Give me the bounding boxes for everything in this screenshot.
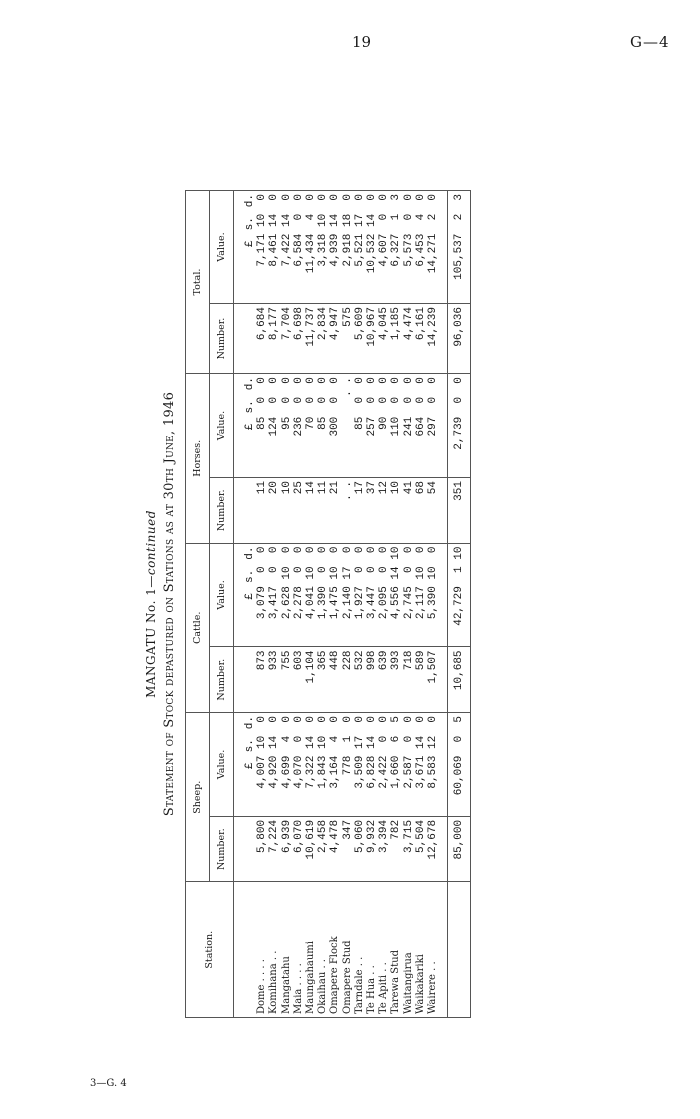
- unit-label: £: [244, 240, 256, 248]
- total-horses-n: 351: [448, 478, 471, 544]
- cell-total-v: 4,939 14 0: [329, 191, 341, 304]
- cell-sheep-v: 3,509 17 0: [354, 712, 366, 816]
- total-sheep-v: 60,069 0 5: [448, 712, 471, 816]
- cell-cattle-v: 2,140 17 0: [342, 543, 354, 647]
- unit-label: d.: [244, 715, 256, 730]
- cell-cattle-v: 3,417 0 0: [268, 543, 280, 647]
- cell-horses-v: 85 0 0: [354, 374, 366, 478]
- cell-total-n: 10,967: [366, 304, 378, 374]
- table-row: [366, 191, 378, 1018]
- cell-total-v: 2,918 18 0: [342, 191, 354, 304]
- cell-cattle-v: 1,927 0 0: [354, 543, 366, 647]
- cell-total-v: 11,434 4 0: [305, 191, 317, 304]
- table-row: [256, 191, 268, 1018]
- cell-sheep-v: 1,660 6 5: [390, 712, 402, 816]
- cell-total-v: 5,521 17 0: [354, 191, 366, 304]
- cell-cattle-n: 603: [293, 647, 305, 713]
- station-name: Komihana . .: [268, 882, 280, 1018]
- cell-total-n: 6,161: [415, 304, 427, 374]
- cell-horses-v: . .: [342, 374, 354, 478]
- page-number: 19: [352, 33, 372, 51]
- header-station: Station.: [186, 882, 234, 1018]
- cell-cattle-n: 873: [256, 647, 268, 713]
- cell-sheep-n: 5,800: [256, 816, 268, 882]
- cell-total-v: 8,461 14 0: [268, 191, 280, 304]
- cell-sheep-n: 6,939: [281, 816, 293, 882]
- cell-sheep-n: 5,060: [354, 816, 366, 882]
- total-cattle-n: 10,685: [448, 647, 471, 713]
- cell-cattle-v: 4,041 10 0: [305, 543, 317, 647]
- cell-horses-n: 68: [415, 478, 427, 544]
- subheader-value: Value.: [210, 543, 234, 647]
- cell-cattle-v: 3,079 0 0: [256, 543, 268, 647]
- subheader-value: Value.: [210, 712, 234, 816]
- cell-horses-v: 257 0 0: [366, 374, 378, 478]
- cell-horses-n: 41: [403, 478, 415, 544]
- cell-sheep-v: 2,422 0 0: [378, 712, 390, 816]
- cell-cattle-n: 998: [366, 647, 378, 713]
- cell-horses-n: 25: [293, 478, 305, 544]
- rotated-table-block: [144, 190, 564, 1018]
- cell-horses-v: 297 0 0: [427, 374, 439, 478]
- cell-cattle-n: 639: [378, 647, 390, 713]
- subheader-value: Value.: [210, 374, 234, 478]
- cell-sheep-n: 782: [390, 816, 402, 882]
- cell-sheep-n: 3,394: [378, 816, 390, 882]
- unit-label: d.: [244, 377, 256, 391]
- unit-label: d.: [244, 194, 256, 208]
- cell-horses-n: 10: [281, 478, 293, 544]
- cell-total-v: 14,271 2 0: [427, 191, 439, 304]
- cell-total-v: 10,532 14 0: [366, 191, 378, 304]
- table-row: [403, 191, 415, 1018]
- table-row: [354, 191, 366, 1018]
- cell-cattle-n: 718: [403, 647, 415, 713]
- unit-label: s.: [244, 569, 256, 583]
- unit-label: £: [244, 592, 256, 600]
- station-name: Dome . . . .: [256, 882, 268, 1018]
- cell-cattle-n: 755: [281, 647, 293, 713]
- cell-total-n: 5,609: [354, 304, 366, 374]
- cell-sheep-n: 5,504: [415, 816, 427, 882]
- total-total-v: 105,537 2 3: [448, 191, 471, 304]
- cell-horses-n: 37: [366, 478, 378, 544]
- cell-cattle-n: 228: [342, 647, 354, 713]
- cell-sheep-n: 3,715: [403, 816, 415, 882]
- header-cattle: Cattle.: [186, 543, 210, 712]
- total-cattle-v: 42,729 1 10: [448, 543, 471, 647]
- subheader-number: Number.: [210, 304, 234, 374]
- cell-cattle-n: 393: [390, 647, 402, 713]
- title-continued: continued: [144, 510, 158, 576]
- station-name: Maia . . . .: [293, 882, 305, 1018]
- cell-horses-n: 10: [390, 478, 402, 544]
- cell-horses-n: 54: [427, 478, 439, 544]
- cell-horses-n: 21: [329, 478, 341, 544]
- total-total-n: 96,036: [448, 304, 471, 374]
- station-name: Tarndale . .: [354, 882, 366, 1018]
- station-name: Mangatahu: [281, 882, 293, 1018]
- cell-sheep-n: 347: [342, 816, 354, 882]
- table-row: [317, 191, 329, 1018]
- cell-total-v: 4,607 0 0: [378, 191, 390, 304]
- title-line-1: [144, 190, 158, 1018]
- cell-cattle-n: 448: [329, 647, 341, 713]
- cell-cattle-n: 1,507: [427, 647, 439, 713]
- cell-sheep-v: 778 1 0: [342, 712, 354, 816]
- cell-total-n: 14,239: [427, 304, 439, 374]
- cell-horses-v: 110 0 0: [390, 374, 402, 478]
- cell-total-n: 6,698: [293, 304, 305, 374]
- cell-total-v: 3,318 10 0: [317, 191, 329, 304]
- station-name: Waitangirua: [403, 882, 415, 1018]
- table-row: [305, 191, 317, 1018]
- cell-total-n: 11,737: [305, 304, 317, 374]
- cell-cattle-n: 365: [317, 647, 329, 713]
- cell-cattle-v: 5,390 10 0: [427, 543, 439, 647]
- cell-cattle-v: 4,556 14 10: [390, 543, 402, 647]
- station-name: Omapere Stud: [342, 882, 354, 1018]
- header-sheep: Sheep.: [186, 712, 210, 881]
- cell-horses-n: 17: [354, 478, 366, 544]
- cell-sheep-n: 4,478: [329, 816, 341, 882]
- cell-total-v: 7,422 14 0: [281, 191, 293, 304]
- cell-horses-n: 14: [305, 478, 317, 544]
- table-row: [378, 191, 390, 1018]
- table-row: [342, 191, 354, 1018]
- cell-horses-n: 20: [268, 478, 280, 544]
- station-name: Tarewa Stud: [390, 882, 402, 1018]
- header-total: Total.: [186, 191, 210, 374]
- cell-sheep-v: 7,322 14 0: [305, 712, 317, 816]
- station-name: Wairere . .: [427, 882, 439, 1018]
- table-row: [390, 191, 402, 1018]
- cell-cattle-v: 2,278 0 0: [293, 543, 305, 647]
- header-horses: Horses.: [186, 374, 210, 543]
- unit-label: d.: [244, 546, 256, 560]
- table-row: [329, 191, 341, 1018]
- page-code: G—4: [630, 33, 670, 51]
- footer-code: 3—G. 4: [90, 1078, 127, 1089]
- cell-cattle-v: 2,095 0 0: [378, 543, 390, 647]
- cell-horses-v: 85 0 0: [256, 374, 268, 478]
- cell-sheep-n: 10,619: [305, 816, 317, 882]
- cell-horses-v: 95 0 0: [281, 374, 293, 478]
- cell-sheep-v: 4,699 4 0: [281, 712, 293, 816]
- totals-row: [448, 191, 471, 1018]
- subheader-number: Number.: [210, 647, 234, 713]
- cell-cattle-v: 1,475 10 0: [329, 543, 341, 647]
- table-row: [281, 191, 293, 1018]
- stock-table: [185, 190, 471, 1018]
- cell-cattle-n: 1,104: [305, 647, 317, 713]
- cell-sheep-n: 9,932: [366, 816, 378, 882]
- table-row: [427, 191, 439, 1018]
- cell-horses-v: 124 0 0: [268, 374, 280, 478]
- cell-horses-n: . .: [342, 478, 354, 544]
- cell-sheep-v: 2,587 0 0: [403, 712, 415, 816]
- cell-sheep-n: 7,224: [268, 816, 280, 882]
- station-name: Waikakariki: [415, 882, 427, 1018]
- cell-total-v: 6,584 0 0: [293, 191, 305, 304]
- cell-cattle-v: 2,117 10 0: [415, 543, 427, 647]
- cell-cattle-v: 3,447 0 0: [366, 543, 378, 647]
- cell-total-n: 575: [342, 304, 354, 374]
- table-row: [415, 191, 427, 1018]
- title-main: MANGATU No. 1—: [144, 575, 158, 698]
- subheader-number: Number.: [210, 816, 234, 882]
- cell-sheep-v: 3,671 14 0: [415, 712, 427, 816]
- cell-horses-v: 664 0 0: [415, 374, 427, 478]
- cell-sheep-v: 8,583 12 0: [427, 712, 439, 816]
- cell-sheep-v: 4,007 10 0: [256, 712, 268, 816]
- cell-horses-v: 236 0 0: [293, 374, 305, 478]
- cell-horses-v: 241 0 0: [403, 374, 415, 478]
- table-row: [268, 191, 280, 1018]
- cell-sheep-v: 4,070 0 0: [293, 712, 305, 816]
- cell-cattle-n: 933: [268, 647, 280, 713]
- cell-cattle-v: 1,390 0 0: [317, 543, 329, 647]
- cell-sheep-n: 6,070: [293, 816, 305, 882]
- cell-sheep-n: 12,678: [427, 816, 439, 882]
- cell-horses-n: 11: [256, 478, 268, 544]
- cell-total-n: 4,947: [329, 304, 341, 374]
- station-name: Omapere Flock: [329, 882, 341, 1018]
- title-line-2: Statement of Stock depastured on Stations as at 30th June, 1946: [162, 391, 177, 817]
- cell-sheep-v: 3,164 4 0: [329, 712, 341, 816]
- cell-horses-v: 70 0 0: [305, 374, 317, 478]
- cell-cattle-v: 2,745 0 0: [403, 543, 415, 647]
- cell-cattle-n: 589: [415, 647, 427, 713]
- cell-horses-v: 90 0 0: [378, 374, 390, 478]
- cell-cattle-n: 532: [354, 647, 366, 713]
- cell-sheep-v: 4,920 14 0: [268, 712, 280, 816]
- unit-label: s.: [244, 217, 256, 231]
- cell-total-n: 7,704: [281, 304, 293, 374]
- unit-label: s.: [244, 739, 256, 753]
- subheader-value: Value.: [210, 191, 234, 304]
- unit-label: £: [244, 762, 256, 769]
- cell-total-v: 6,453 4 0: [415, 191, 427, 304]
- cell-total-n: 6,684: [256, 304, 268, 374]
- cell-total-n: 1,185: [390, 304, 402, 374]
- cell-total-n: 8,177: [268, 304, 280, 374]
- cell-total-n: 4,474: [403, 304, 415, 374]
- cell-sheep-v: 1,843 10 0: [317, 712, 329, 816]
- subheader-number: Number.: [210, 478, 234, 544]
- cell-cattle-v: 2,628 10 0: [281, 543, 293, 647]
- total-sheep-n: 85,000: [448, 816, 471, 882]
- cell-total-n: 4,045: [378, 304, 390, 374]
- unit-label: s.: [244, 400, 256, 414]
- cell-horses-n: 11: [317, 478, 329, 544]
- cell-horses-n: 12: [378, 478, 390, 544]
- cell-sheep-v: 6,828 14 0: [366, 712, 378, 816]
- station-name: Te Apiti . .: [378, 882, 390, 1018]
- unit-label: £: [244, 423, 256, 431]
- total-horses-v: 2,739 0 0: [448, 374, 471, 478]
- cell-horses-v: 300 0 0: [329, 374, 341, 478]
- cell-total-n: 2,834: [317, 304, 329, 374]
- cell-horses-v: 85 0 0: [317, 374, 329, 478]
- cell-total-v: 6,327 1 3: [390, 191, 402, 304]
- cell-total-v: 7,171 10 0: [256, 191, 268, 304]
- station-name: Maungahaumi: [305, 882, 317, 1018]
- cell-sheep-n: 2,458: [317, 816, 329, 882]
- station-name: Te Hua . .: [366, 882, 378, 1018]
- table-row: [293, 191, 305, 1018]
- cell-total-v: 5,573 0 0: [403, 191, 415, 304]
- station-name: Okaihau . .: [317, 882, 329, 1018]
